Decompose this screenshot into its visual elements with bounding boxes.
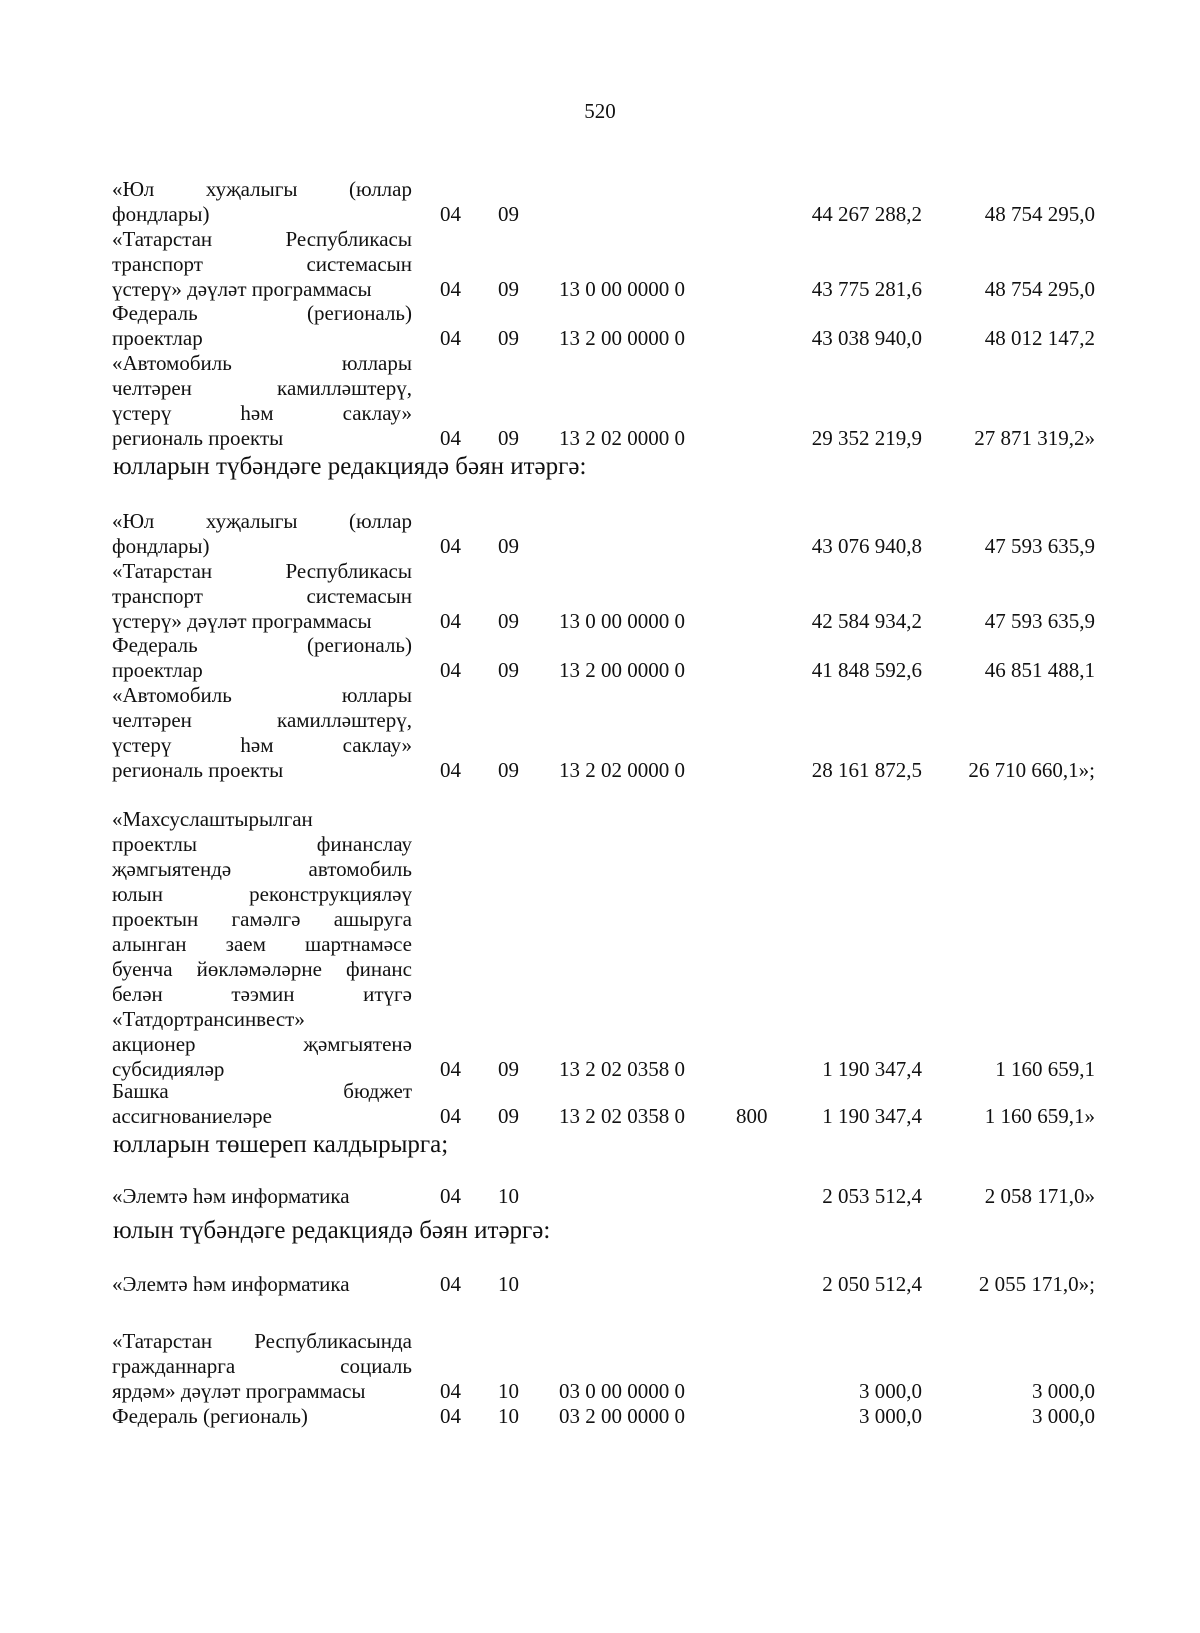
description-line: гражданнарга социаль bbox=[112, 1354, 412, 1378]
table-row bbox=[0, 301, 1200, 351]
section-code: 04 bbox=[440, 1184, 461, 1208]
section-code: 04 bbox=[440, 758, 461, 782]
amount-year-1: 42 584 934,2 bbox=[811, 609, 922, 633]
amount-year-1: 2 053 512,4 bbox=[822, 1184, 922, 1208]
description-line: белән тәэмин итүгә bbox=[112, 982, 412, 1006]
description-line: үстерү» дәүләт программасы bbox=[112, 609, 372, 633]
description-line: алынган заем шартнамәсе bbox=[112, 932, 412, 956]
subsection-code: 09 bbox=[498, 1057, 519, 1081]
description-line: фондлары) bbox=[112, 202, 210, 226]
section-code: 04 bbox=[440, 534, 461, 558]
description-line: «Автомобиль юллары bbox=[112, 683, 412, 707]
table-row bbox=[0, 1079, 1200, 1129]
amount-year-1: 41 848 592,6 bbox=[811, 658, 922, 682]
table-row bbox=[0, 227, 1200, 302]
instruction-text: юлын түбәндәге редакциядә бәян итәргә: bbox=[113, 1217, 551, 1244]
amount-year-1: 1 190 347,4 bbox=[822, 1104, 922, 1128]
description-line: буенча йөкләмәләрне финанс bbox=[112, 957, 412, 981]
table-row bbox=[0, 559, 1200, 634]
amount-year-2: 1 160 659,1» bbox=[984, 1104, 1095, 1128]
description-line: Федераль (региональ) bbox=[112, 1404, 308, 1428]
row-values bbox=[0, 534, 1200, 559]
section-code: 04 bbox=[440, 277, 461, 301]
description-line: Федераль (региональ) bbox=[112, 301, 412, 325]
instruction-text: юлларын түбәндәге редакциядә бәян итәргә: bbox=[113, 453, 587, 480]
description-line: юлын реконструкцияләү bbox=[112, 882, 412, 906]
description-line: транспорт системасын bbox=[112, 252, 412, 276]
row-values bbox=[0, 277, 1200, 302]
subsection-code: 09 bbox=[498, 202, 519, 226]
description-line: җәмгыятендә автомобиль bbox=[112, 857, 412, 881]
description-line: «Юл хуҗалыгы (юллар bbox=[112, 509, 412, 533]
description-line: «Татарстан Республикасында bbox=[112, 1329, 412, 1353]
subsection-code: 10 bbox=[498, 1184, 519, 1208]
table-row bbox=[0, 509, 1200, 559]
amount-year-1: 44 267 288,2 bbox=[811, 202, 922, 226]
amount-year-1: 3 000,0 bbox=[859, 1379, 922, 1403]
table-row bbox=[0, 177, 1200, 227]
target-article-code: 13 2 00 0000 0 bbox=[559, 658, 685, 682]
description-line: региональ проекты bbox=[112, 758, 284, 782]
description-line: челтәрен камилләштерү, bbox=[112, 376, 412, 400]
subsection-code: 09 bbox=[498, 609, 519, 633]
amount-year-1: 43 038 940,0 bbox=[811, 326, 922, 350]
amount-year-1: 1 190 347,4 bbox=[822, 1057, 922, 1081]
description-line: проектлы финанслау bbox=[112, 832, 412, 856]
subsection-code: 10 bbox=[498, 1404, 519, 1428]
subsection-code: 09 bbox=[498, 658, 519, 682]
amount-year-2: 2 058 171,0» bbox=[984, 1184, 1095, 1208]
description-line: үстерү» дәүләт программасы bbox=[112, 277, 372, 301]
table-row bbox=[0, 351, 1200, 451]
table-row bbox=[0, 807, 1200, 1082]
description-line: «Юл хуҗалыгы (юллар bbox=[112, 177, 412, 201]
subsection-code: 09 bbox=[498, 277, 519, 301]
subsection-code: 10 bbox=[498, 1379, 519, 1403]
section-code: 04 bbox=[440, 1404, 461, 1428]
subsection-code: 10 bbox=[498, 1272, 519, 1296]
section-code: 04 bbox=[440, 1057, 461, 1081]
row-values bbox=[0, 1379, 1200, 1404]
section-code: 04 bbox=[440, 326, 461, 350]
description-line: ярдәм» дәүләт программасы bbox=[112, 1379, 366, 1403]
amount-year-2: 3 000,0 bbox=[1032, 1404, 1095, 1428]
amount-year-2: 27 871 319,2» bbox=[974, 426, 1095, 450]
expense-type-code: 800 bbox=[736, 1104, 768, 1128]
target-article-code: 13 2 02 0000 0 bbox=[559, 758, 685, 782]
row-values bbox=[0, 202, 1200, 227]
amount-year-2: 46 851 488,1 bbox=[984, 658, 1095, 682]
section-code: 04 bbox=[440, 609, 461, 633]
description-line: Башка бюджет bbox=[112, 1079, 412, 1103]
page-number: 520 bbox=[584, 99, 616, 123]
amount-year-2: 2 055 171,0»; bbox=[978, 1272, 1095, 1296]
description-line: проектын гамәлгә ашыруга bbox=[112, 907, 412, 931]
table-row bbox=[0, 1272, 1200, 1297]
target-article-code: 03 0 00 0000 0 bbox=[559, 1379, 685, 1403]
description-line: транспорт системасын bbox=[112, 584, 412, 608]
amount-year-2: 48 754 295,0 bbox=[984, 277, 1095, 301]
amount-year-2: 1 160 659,1 bbox=[995, 1057, 1095, 1081]
amount-year-2: 47 593 635,9 bbox=[984, 609, 1095, 633]
table-row bbox=[0, 1404, 1200, 1429]
description-line: «Татарстан Республикасы bbox=[112, 227, 412, 251]
description-line: фондлары) bbox=[112, 534, 210, 558]
description-line: челтәрен камилләштерү, bbox=[112, 708, 412, 732]
amount-year-2: 3 000,0 bbox=[1032, 1379, 1095, 1403]
row-values bbox=[0, 658, 1200, 683]
description-line: «Татарстан Республикасы bbox=[112, 559, 412, 583]
subsection-code: 09 bbox=[498, 1104, 519, 1128]
row-values bbox=[0, 758, 1200, 783]
amount-year-2: 48 012 147,2 bbox=[984, 326, 1095, 350]
row-values bbox=[0, 326, 1200, 351]
table-row bbox=[0, 633, 1200, 683]
target-article-code: 13 2 00 0000 0 bbox=[559, 326, 685, 350]
amount-year-1: 28 161 872,5 bbox=[811, 758, 922, 782]
description-line: үстерү һәм саклау» bbox=[112, 733, 412, 757]
row-values bbox=[0, 426, 1200, 451]
target-article-code: 13 2 02 0358 0 bbox=[559, 1104, 685, 1128]
target-article-code: 13 0 00 0000 0 bbox=[559, 609, 685, 633]
description-line: «Автомобиль юллары bbox=[112, 351, 412, 375]
row-values bbox=[0, 1184, 1200, 1209]
amount-year-2: 26 710 660,1»; bbox=[968, 758, 1095, 782]
target-article-code: 13 2 02 0358 0 bbox=[559, 1057, 685, 1081]
row-values bbox=[0, 1404, 1200, 1429]
amount-year-1: 29 352 219,9 bbox=[811, 426, 922, 450]
description-line: «Татдортрансинвест» bbox=[112, 1007, 305, 1031]
target-article-code: 13 0 00 0000 0 bbox=[559, 277, 685, 301]
section-code: 04 bbox=[440, 202, 461, 226]
section-code: 04 bbox=[440, 426, 461, 450]
description-line: Федераль (региональ) bbox=[112, 633, 412, 657]
description-line: проектлар bbox=[112, 326, 203, 350]
section-code: 04 bbox=[440, 1104, 461, 1128]
subsection-code: 09 bbox=[498, 326, 519, 350]
description-line: ассигнованиеләре bbox=[112, 1104, 272, 1128]
target-article-code: 03 2 00 0000 0 bbox=[559, 1404, 685, 1428]
amount-year-1: 43 775 281,6 bbox=[811, 277, 922, 301]
subsection-code: 09 bbox=[498, 758, 519, 782]
description-line: региональ проекты bbox=[112, 426, 284, 450]
amount-year-1: 2 050 512,4 bbox=[822, 1272, 922, 1296]
row-values bbox=[0, 609, 1200, 634]
amount-year-1: 43 076 940,8 bbox=[811, 534, 922, 558]
table-row bbox=[0, 683, 1200, 783]
subsection-code: 09 bbox=[498, 426, 519, 450]
section-code: 04 bbox=[440, 658, 461, 682]
section-code: 04 bbox=[440, 1379, 461, 1403]
table-row bbox=[0, 1329, 1200, 1404]
row-description bbox=[112, 807, 412, 1082]
description-line: акционер җәмгыятенә bbox=[112, 1032, 412, 1056]
section-code: 04 bbox=[440, 1272, 461, 1296]
description-line: «Махсуслаштырылган bbox=[112, 807, 313, 831]
amount-year-2: 48 754 295,0 bbox=[984, 202, 1095, 226]
target-article-code: 13 2 02 0000 0 bbox=[559, 426, 685, 450]
row-values bbox=[0, 1104, 1200, 1129]
subsection-code: 09 bbox=[498, 534, 519, 558]
amount-year-2: 47 593 635,9 bbox=[984, 534, 1095, 558]
description-line: субсидияләр bbox=[112, 1057, 225, 1081]
description-line: үстерү һәм саклау» bbox=[112, 401, 412, 425]
instruction-text: юлларын төшереп калдырырга; bbox=[113, 1131, 449, 1158]
amount-year-1: 3 000,0 bbox=[859, 1404, 922, 1428]
row-values bbox=[0, 1272, 1200, 1297]
description-line: «Элемтә һәм информатика bbox=[112, 1184, 350, 1208]
description-line: проектлар bbox=[112, 658, 203, 682]
description-line: «Элемтә һәм информатика bbox=[112, 1272, 350, 1296]
table-row bbox=[0, 1184, 1200, 1209]
